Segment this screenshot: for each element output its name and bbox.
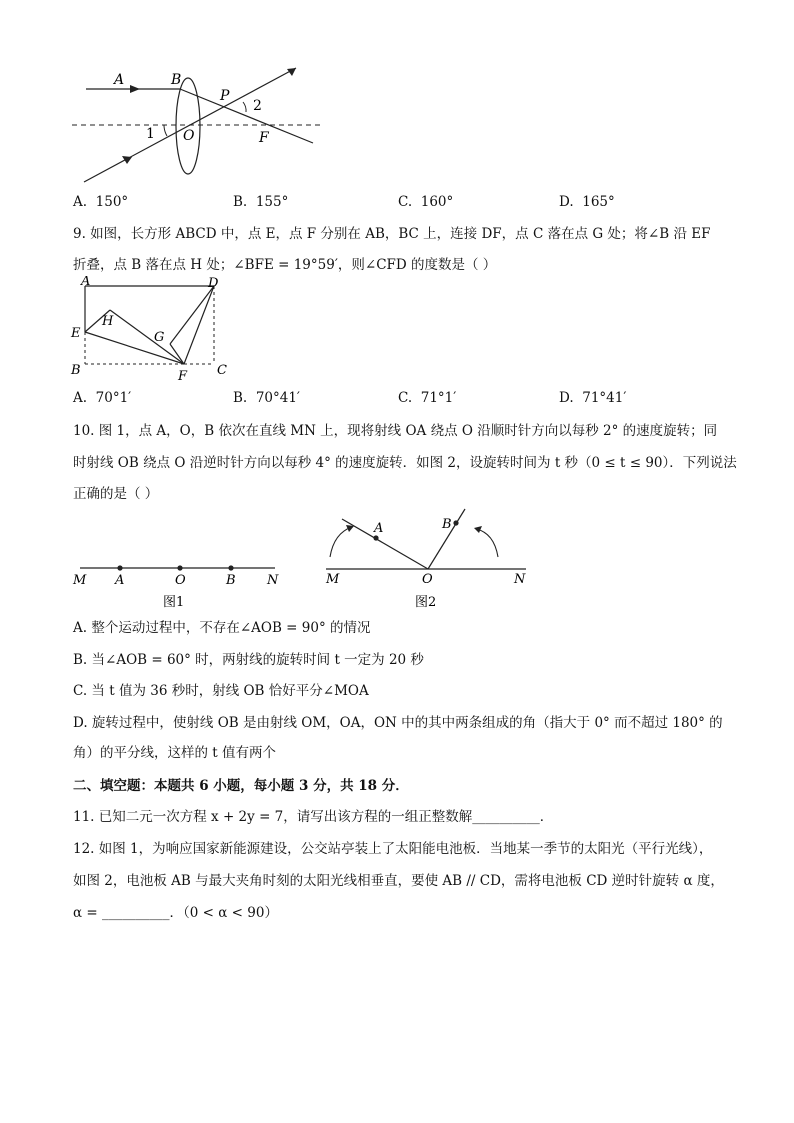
label-b: B bbox=[442, 517, 452, 532]
option-letter: D. bbox=[559, 390, 574, 406]
q8-option-a[interactable] bbox=[73, 192, 128, 212]
label-f: F bbox=[178, 369, 188, 384]
q12-answer-blank[interactable]: __________ bbox=[102, 905, 170, 921]
angle-2-arc bbox=[243, 102, 246, 112]
option-text: 150° bbox=[95, 194, 129, 210]
seg-gf bbox=[170, 344, 184, 364]
caption-fig1: 图1 bbox=[163, 595, 185, 610]
q12-alpha-prefix: α = bbox=[73, 905, 98, 921]
q8-option-b[interactable] bbox=[233, 192, 288, 212]
option-text: 71°41′ bbox=[582, 390, 627, 406]
label-m: M bbox=[73, 573, 87, 588]
seg-dg bbox=[170, 286, 214, 344]
q12-suffix: ．（0 < α < 90） bbox=[169, 905, 278, 921]
q10-stem-line2: 时射线 OB 绕点 O 沿逆时针方向以每秒 4° 的速度旋转．如图 2，设旋转时间为 t 秒（0 ≤ t ≤ 90）．下列说法 bbox=[73, 455, 737, 471]
q12-line3 bbox=[73, 903, 278, 923]
label-m: M bbox=[326, 572, 340, 587]
arrow-lower bbox=[122, 156, 132, 164]
option-text: 165° bbox=[582, 194, 615, 210]
label-o: O bbox=[422, 572, 433, 587]
q9-option-d[interactable] bbox=[559, 388, 626, 408]
label-1: 1 bbox=[146, 126, 155, 142]
q10-stem-line1: 10. 图 1，点 A，O，B 依次在直线 MN 上，现将射线 OA 绕点 O 沿顺时针方向以每秒 2° 的速度旋转；同 bbox=[73, 423, 718, 439]
q10-figure-1 bbox=[70, 556, 290, 612]
q11-end: ． bbox=[539, 809, 554, 825]
rotation-arrow-left bbox=[330, 527, 352, 557]
section-2-heading: 二、填空题：本题共 6 小题，每小题 3 分，共 18 分． bbox=[73, 778, 409, 794]
point-b bbox=[228, 565, 233, 570]
option-letter: C. bbox=[398, 390, 413, 406]
q9-option-c[interactable] bbox=[398, 388, 456, 408]
option-letter: A. bbox=[73, 390, 88, 406]
option-text: 71°1′ bbox=[420, 390, 457, 406]
q9-stem-line1: 9. 如图，长方形 ABCD 中，点 E，点 F 分别在 AB，BC 上，连接 DF，点 C 落在点 G 处；将∠B 沿 EF bbox=[73, 226, 711, 242]
point-o bbox=[177, 565, 182, 570]
point-b bbox=[453, 520, 458, 525]
q9-option-b[interactable] bbox=[233, 388, 300, 408]
q8-option-d[interactable] bbox=[559, 192, 615, 212]
q10-stem-line3: 正确的是（ ） bbox=[73, 486, 159, 502]
option-text: 160° bbox=[420, 194, 454, 210]
label-o: O bbox=[183, 128, 195, 144]
ray-oa bbox=[342, 519, 428, 569]
rotation-arrow-right bbox=[476, 529, 498, 557]
label-b: B bbox=[171, 72, 182, 88]
option-text: 155° bbox=[255, 194, 289, 210]
option-letter: B. bbox=[233, 194, 248, 210]
caption-fig2: 图2 bbox=[415, 595, 437, 610]
label-a: A bbox=[81, 276, 91, 289]
point-a bbox=[373, 535, 378, 540]
q9-stem-line2: 折叠，点 B 落在点 H 处；∠BFE = 19°59′，则∠CFD 的度数是（ ） bbox=[73, 257, 497, 273]
q12-line2: 如图 2，电池板 AB 与最大夹角时刻的太阳光线相垂直，要使 AB // CD，需将电池板 CD 逆时针旋转 α 度， bbox=[73, 873, 724, 889]
angle-1-arc bbox=[164, 125, 167, 136]
label-c: C bbox=[217, 363, 227, 378]
q12-line1: 12. 如图 1，为响应国家新能源建设，公交站亭装上了太阳能电池板．当地某一季节的太阳光（平行光线）， bbox=[73, 841, 713, 857]
arrow-a bbox=[130, 85, 140, 93]
label-b: B bbox=[226, 573, 236, 588]
label-a: A bbox=[115, 573, 125, 588]
q9-figure bbox=[66, 276, 236, 388]
q10-option-b[interactable]: B. 当∠AOB = 60° 时，两射线的旋转时间 t 一定为 20 秒 bbox=[73, 652, 424, 668]
label-n: N bbox=[514, 572, 526, 587]
q11-answer-blank[interactable]: __________ bbox=[472, 809, 540, 825]
seg-hf bbox=[110, 310, 184, 364]
option-letter: C. bbox=[398, 194, 413, 210]
option-letter: B. bbox=[233, 390, 248, 406]
q11-text: 11. 已知二元一次方程 x + 2y = 7，请写出该方程的一组正整数解 bbox=[73, 809, 473, 825]
label-a: A bbox=[114, 72, 125, 88]
label-n: N bbox=[267, 573, 279, 588]
q10-figure-2 bbox=[316, 505, 536, 612]
label-e: E bbox=[71, 326, 81, 341]
arrowhead-right bbox=[474, 526, 482, 533]
q10-option-a[interactable]: A. 整个运动过程中，不存在∠AOB = 90° 的情况 bbox=[73, 620, 371, 636]
option-text: 70°1′ bbox=[95, 390, 132, 406]
q10-option-d-line1[interactable]: D. 旋转过程中，使射线 OB 是由射线 OM，OA，ON 中的其中两条组成的角（指大于 0° 而不超过 180° 的 bbox=[73, 715, 723, 731]
label-f: F bbox=[259, 130, 269, 146]
label-b: B bbox=[71, 363, 81, 378]
label-a: A bbox=[374, 521, 384, 536]
point-a bbox=[117, 565, 122, 570]
option-text: 70°41′ bbox=[255, 390, 300, 406]
label-o: O bbox=[175, 573, 186, 588]
label-h: H bbox=[102, 314, 114, 329]
q8-option-c[interactable] bbox=[398, 192, 453, 212]
label-d: D bbox=[208, 276, 219, 291]
label-2: 2 bbox=[253, 98, 262, 114]
q8-figure bbox=[60, 58, 340, 188]
q11 bbox=[73, 807, 553, 827]
q10-option-c[interactable]: C. 当 t 值为 36 秒时，射线 OB 恰好平分∠MOA bbox=[73, 683, 369, 699]
option-letter: D. bbox=[559, 194, 574, 210]
label-p: P bbox=[220, 88, 230, 104]
option-letter: A. bbox=[73, 194, 88, 210]
q9-option-a[interactable] bbox=[73, 388, 131, 408]
label-g: G bbox=[154, 330, 165, 345]
seg-ef bbox=[85, 332, 184, 364]
q10-option-d-line2: 角）的平分线，这样的 t 值有两个 bbox=[73, 745, 277, 761]
seg-df bbox=[184, 286, 214, 364]
